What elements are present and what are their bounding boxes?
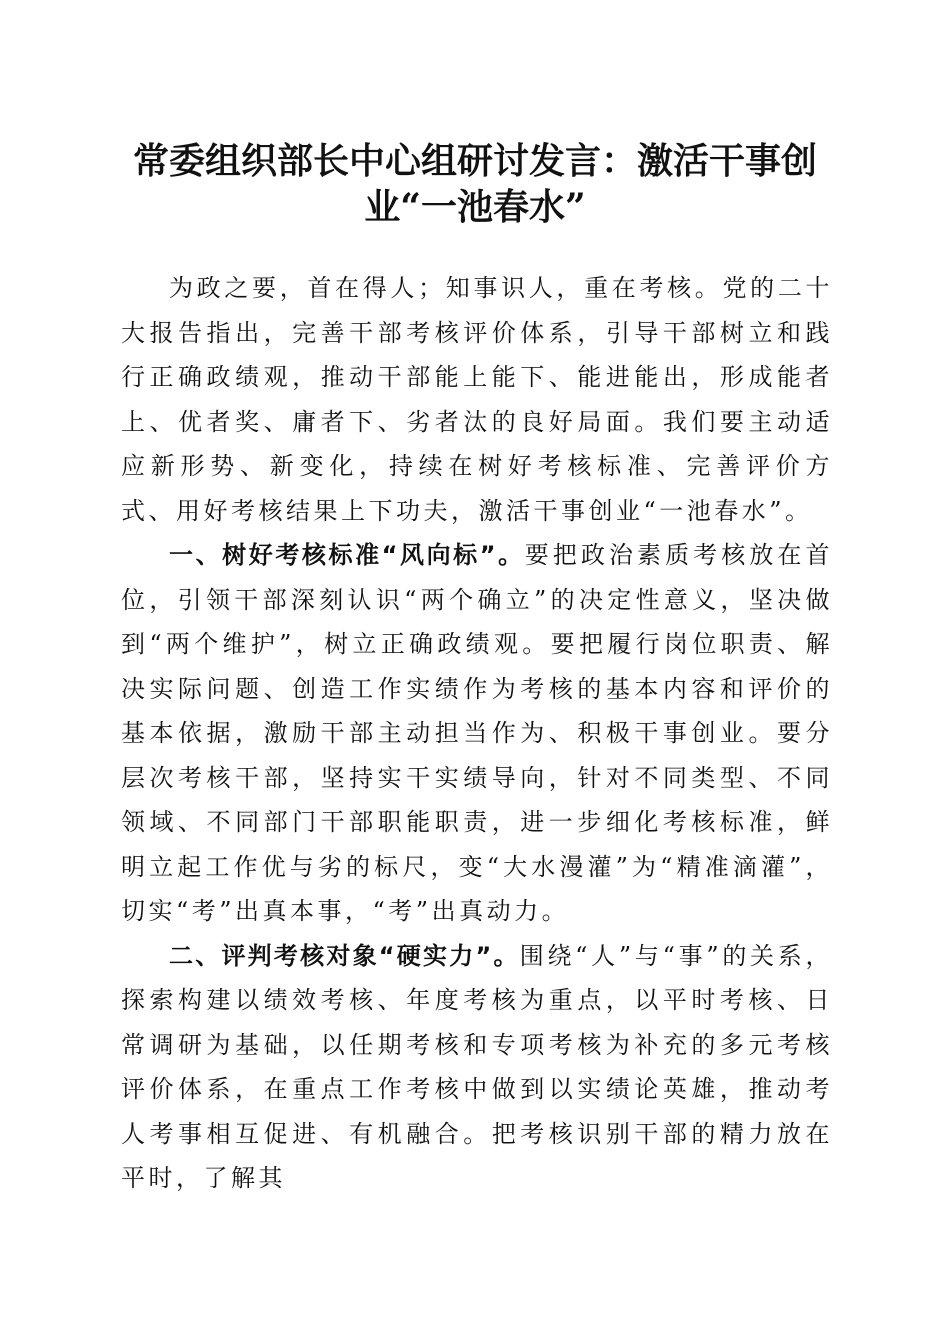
- section-1-heading: 一、树好考核标准“风向标”。: [169, 541, 525, 569]
- section-2-heading: 二、评判考核对象“硬实力”。: [169, 941, 520, 970]
- document-body: [121, 266, 833, 1201]
- paragraph-section-2: [121, 934, 833, 1201]
- title-line-2: 业“一池春水”: [364, 186, 586, 228]
- document-title: [110, 138, 840, 230]
- paragraph-intro-text: 为政之要，首在得人；知事识人，重在考核。党的二十大报告指出，完善干部考核评价体系，引导干部树立和践行正确政绩观，推动干部能上能下、能进能出，形成能者上、优者奖、庸者下、劣者汰的良好局面。我们要主动适应新形势、新变化，持续在树好考核标准、完善评价方式、用好考核结果上下功夫，激活干事创业“一池春水”。: [121, 274, 833, 525]
- paragraph-intro: [121, 266, 833, 533]
- paragraph-section-1: [121, 533, 833, 934]
- section-2-text: 围绕“人”与“事”的关系，探索构建以绩效考核、年度考核为重点，以平时考核、日常调研为基础，以任期考核和专项考核为补充的多元考核评价体系，在重点工作考核中做到以实绩论英雄，推动考人考事相互促进、有机融合。把考核识别干部的精力放在平时，了解其: [121, 941, 834, 1192]
- section-1-text: 要把政治素质考核放在首位，引领干部深刻认识“两个确立”的决定性意义，坚决做到“两个维护”，树立正确政绩观。要把履行岗位职责、解决实际问题、创造工作实绩作为考核的基本内容和评价的基本依据，激励干部主动担当作为、积极干事创业。要分层次考核干部，坚持实干实绩导向，针对不同类型、不同领域、不同部门干部职能职责，进一步细化考核标准，鲜明立起工作优与劣的标尺，变“大水漫灌”为“精准滴灌”，切实“考”出真本事，“考”出真动力。: [121, 541, 834, 925]
- title-line-1: 常委组织部长中心组研讨发言：激活干事创: [132, 140, 817, 182]
